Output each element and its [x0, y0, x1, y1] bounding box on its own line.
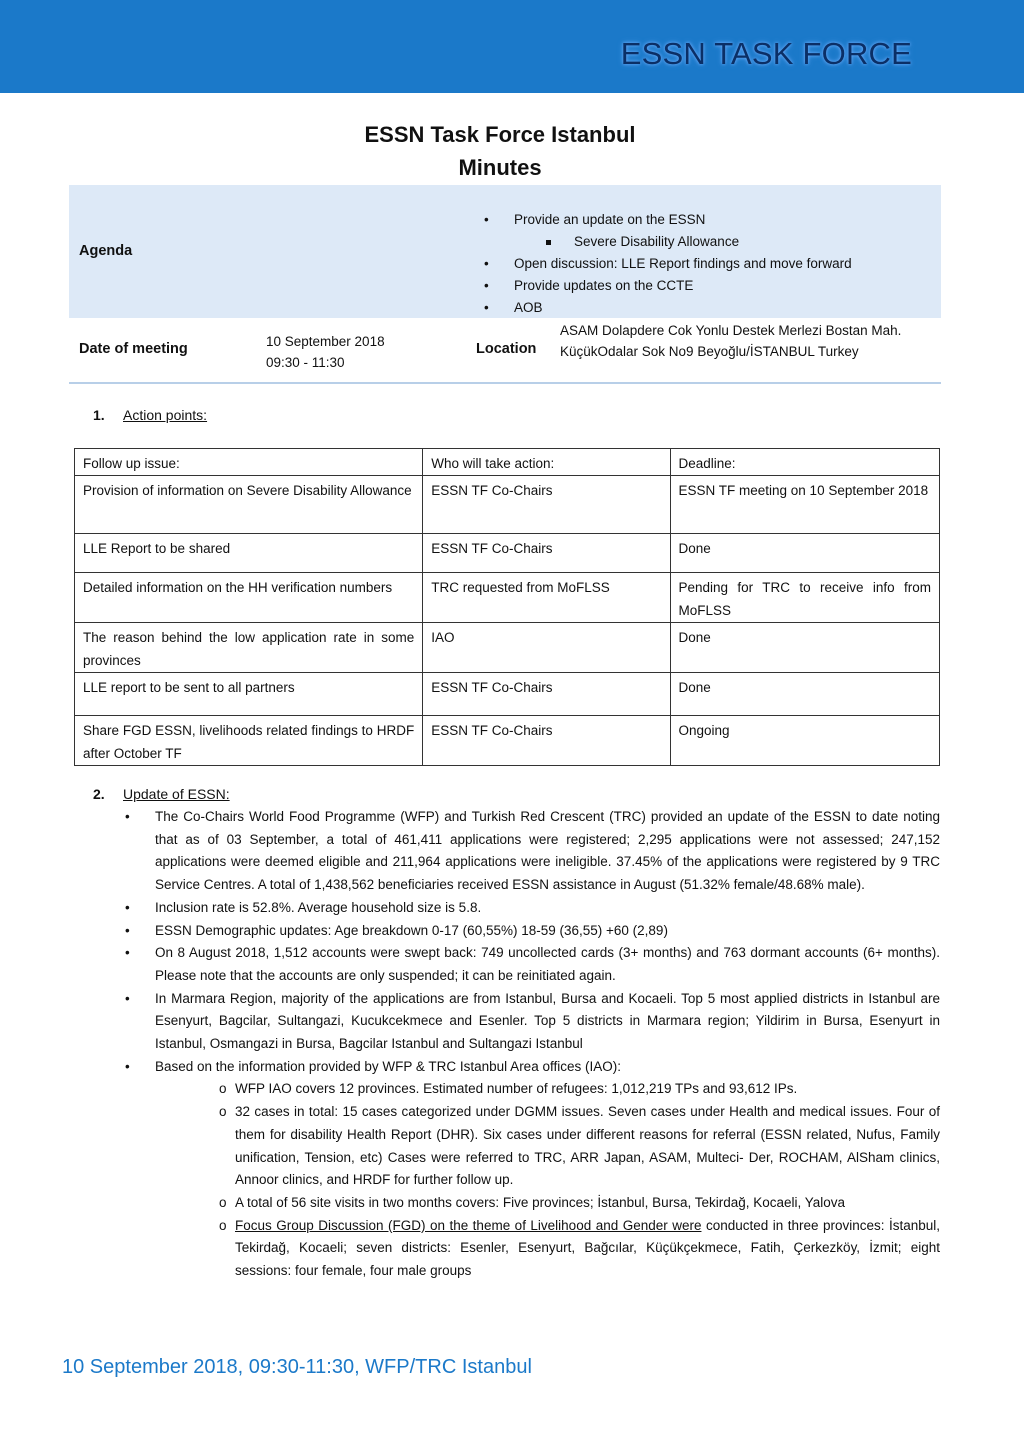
circle-bullet-icon: o	[219, 1081, 227, 1097]
table-header: Deadline:	[670, 449, 940, 476]
sub-list-item	[219, 1215, 940, 1283]
agenda-label: Agenda	[79, 243, 133, 259]
meeting-date	[266, 331, 385, 373]
bullet-icon: •	[484, 278, 489, 293]
agenda-item: • Provide updates on the CCTE	[514, 275, 852, 297]
agenda-subitem: Severe Disability Allowance	[514, 231, 852, 253]
bullet-icon: •	[484, 256, 489, 271]
table-row	[75, 673, 940, 716]
table-header: Who will take action:	[423, 449, 670, 476]
table-cell: Done	[670, 623, 940, 673]
table-cell: Provision of information on Severe Disability Allowance	[75, 476, 423, 534]
list-item: • The Co-Chairs World Food Programme (WFP) and Turkish Red Crescent (TRC) provided an update of the ESSN to date noting that as of 03 September, a total of 461,411 applications were registered; 2,295 applications were not assessed; 247,152 applications were deemed eligible and 211,964 applications were ineligible. 37.45% of the applications were registered by 9 TRC Service Centres. A total of 1,438,562 beneficiaries received ESSN assistance in August (51.32% female/48.68% male).	[125, 806, 940, 897]
meeting-date-value: 10 September 2018	[266, 334, 385, 349]
agenda-item: • Open discussion: LLE Report findings and move forward	[514, 253, 852, 275]
table-row	[75, 573, 940, 623]
bullet-icon: •	[484, 212, 489, 227]
date-label: Date of meeting	[79, 341, 188, 357]
sub-list	[219, 1078, 940, 1282]
section-heading-action-points: 1. Action points:	[93, 407, 208, 423]
table-cell: ESSN TF Co-Chairs	[423, 534, 670, 573]
circle-bullet-icon: o	[219, 1104, 227, 1120]
section-heading-update: 2. Update of ESSN:	[93, 786, 230, 802]
update-body	[125, 806, 940, 1283]
table-cell: Ongoing	[670, 716, 940, 766]
meeting-info	[69, 320, 941, 384]
list-item: • Inclusion rate is 52.8%. Average household size is 5.8.	[125, 897, 940, 920]
list-item: • On 8 August 2018, 1,512 accounts were swept back: 749 uncollected cards (3+ months) and 763 dormant accounts (6+ months). Please note that the accounts are only suspended; it can be reinitiated again.	[125, 942, 940, 987]
bullet-icon: •	[125, 945, 130, 961]
table-cell: ESSN TF Co-Chairs	[423, 716, 670, 766]
header-banner	[0, 0, 1024, 93]
fgd-text: conducted in three provinces: İstanbul, Tekirdağ, Kocaeli; seven districts: Esenler, Esenyurt, Bağcılar, Küçükçekmece, Fatih, Çerkezköy, İzmit; eight sessions: four female, four male groups	[235, 1217, 940, 1279]
bullet-icon: •	[484, 300, 489, 315]
circle-bullet-icon: o	[219, 1194, 227, 1210]
table-row	[75, 476, 940, 534]
list-item: • ESSN Demographic updates: Age breakdown 0-17 (60,55%) 18-59 (36,55) +60 (2,89)	[125, 920, 940, 943]
agenda-item: • Provide an update on the ESSN	[514, 209, 852, 231]
table-cell: Pending for TRC to receive info from MoFLSS	[670, 573, 940, 623]
square-bullet-icon	[546, 240, 551, 245]
update-list	[125, 806, 940, 1078]
bullet-icon: •	[125, 922, 130, 938]
table-cell: ESSN TF Co-Chairs	[423, 476, 670, 534]
bullet-icon: •	[125, 809, 130, 824]
document-title: ESSN Task Force Istanbul	[364, 122, 636, 147]
table-header: Follow up issue:	[75, 449, 423, 476]
table-cell: The reason behind the low application rate in some provinces	[75, 623, 423, 673]
location-value: ASAM Dolapdere Cok Yonlu Destek Merlezi Bostan Mah. KüçükOdalar Sok No9 Beyoğlu/İSTANBUL Turkey	[560, 323, 902, 359]
table-cell: Done	[670, 673, 940, 716]
list-item: • In Marmara Region, majority of the applications are from Istanbul, Bursa and Kocaeli. Top 5 most applied districts in Istanbul are Esenyurt, Bagcilar, Sultangazi, Kucukcekmece and Esenler. Top 5 districts in Marmara region; Yildirim in Bursa, Esenyurt in Istanbul, Osmangazi in Bursa, Bagcilar Istanbul and Sultangazi Istanbul	[125, 988, 940, 1056]
table-cell: IAO	[423, 623, 670, 673]
document-subtitle: Minutes	[458, 155, 542, 180]
fgd-underlined-text: Focus Group Discussion (FGD) on the theme of Livelihood and Gender were	[235, 1217, 702, 1233]
page-footer: 10 September 2018, 09:30-11:30, WFP/TRC Istanbul	[62, 1356, 532, 1378]
table-cell: ESSN TF meeting on 10 September 2018	[670, 476, 940, 534]
table-cell: TRC requested from MoFLSS	[423, 573, 670, 623]
table-cell: ESSN TF Co-Chairs	[423, 673, 670, 716]
agenda-list	[484, 209, 852, 319]
table-row	[75, 716, 940, 766]
table-row	[75, 623, 940, 673]
bullet-icon: •	[125, 899, 130, 915]
table-cell: LLE report to be sent to all partners	[75, 673, 423, 716]
brand-title: ESSN TASK FORCE	[620, 36, 912, 71]
list-item: • Based on the information provided by WFP & TRC Istanbul Area offices (IAO):	[125, 1056, 940, 1079]
bullet-icon: •	[125, 1058, 130, 1074]
agenda-box	[69, 185, 941, 318]
table-cell: LLE Report to be shared	[75, 534, 423, 573]
table-cell: Detailed information on the HH verification numbers	[75, 573, 423, 623]
bullet-icon: •	[125, 990, 130, 1006]
agenda-item: • AOB	[514, 297, 852, 319]
circle-bullet-icon: o	[219, 1217, 227, 1233]
sub-list-item: o A total of 56 site visits in two months covers: Five provinces; İstanbul, Bursa, Tekirdağ, Kocaeli, Yalova	[219, 1192, 940, 1215]
location-label: Location	[476, 341, 537, 357]
table-row	[75, 534, 940, 573]
sub-list-item: o 32 cases in total: 15 cases categorized under DGMM issues. Seven cases under Health and medical issues. Four of them for disability Health Report (DHR). Six cases under different reasons for referral (ESSN related, Nufus, Family unification, Tension, etc) Cases were referred to TRC, ARR Japan, ASAM, Multeci- Der, ROCHAM, AlSham clinics, Annoor clinics, and HRDF for further follow up.	[219, 1101, 940, 1192]
table-cell: Share FGD ESSN, livelihoods related findings to HRDF after October TF	[75, 716, 423, 766]
action-points-table	[74, 448, 940, 766]
meeting-time-value: 09:30 - 11:30	[266, 355, 345, 370]
sub-list-item: o WFP IAO covers 12 provinces. Estimated number of refugees: 1,012,219 TPs and 93,612 IPs.	[219, 1078, 940, 1101]
table-header-row	[75, 449, 940, 476]
table-cell: Done	[670, 534, 940, 573]
